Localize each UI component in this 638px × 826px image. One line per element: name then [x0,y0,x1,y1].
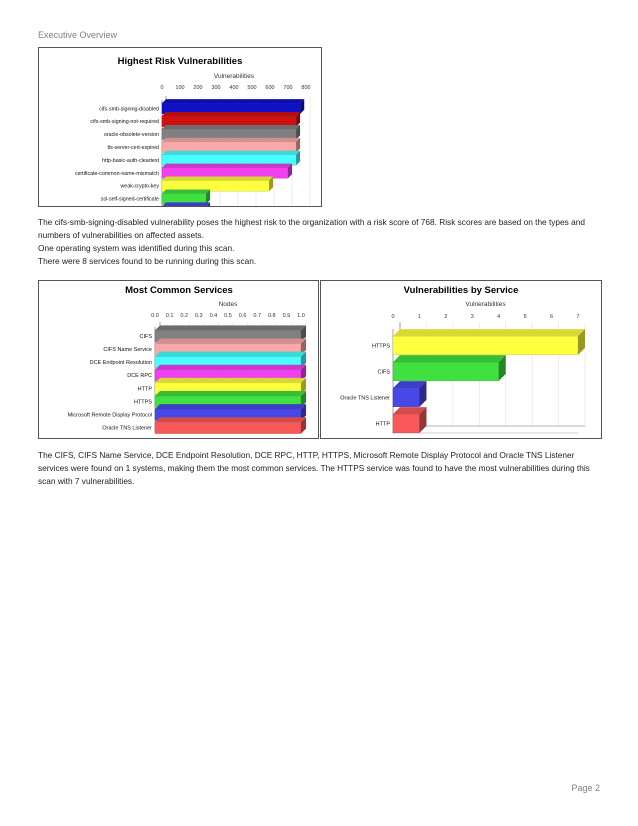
bar [155,422,301,433]
category-label: weak-crypto-key [120,183,159,190]
bar-top [155,352,306,357]
chart-axis-label: Nodes [218,301,238,308]
bar [393,388,419,407]
bar-top [162,138,300,142]
tick-label: 0.0 [151,313,159,319]
most-common-services-chart-svg [39,281,318,438]
tick-label: 0.2 [180,313,189,319]
chart-axis-label: Vulnerabilities [465,301,506,308]
risk-summary-line-1: The cifs-smb-signing-disabled vulnerability poses the highest risk to the organization with a risk score of 768. Risk scores are based on the types and numbers of vulnerabilities on affected assets. [38,217,585,240]
category-label: HTTPS [133,399,152,406]
tick-label: 6 [550,314,554,320]
bar-top [155,404,306,409]
risk-summary-paragraph [38,216,603,268]
category-label: oracle-obsolete-version [103,132,159,139]
page-number: Page 2 [571,783,600,793]
bar-top [155,391,306,396]
tick-label: 1 [417,314,421,320]
bar-top [162,202,210,206]
vulnerabilities-by-service-chart [320,280,602,439]
tick-label: 400 [229,85,239,91]
tick-label: 0.1 [165,313,174,319]
category-label: Microsoft Remote Display Protocol [67,412,152,419]
tick-label: 100 [175,85,185,91]
tick-label: 800 [301,85,311,91]
category-label: HTTP [137,386,152,393]
category-label: DCE Endpoint Resolution [89,360,152,367]
bar-top [393,355,506,362]
services-summary-paragraph [38,449,603,488]
bar-top [162,112,300,116]
chart-title: Most Common Services [125,285,233,296]
chart-axis-label: Vulnerabilities [213,73,255,80]
tick-label: 5 [523,314,527,320]
bar-top [155,417,306,422]
chart-title: Highest Risk Vulnerabilities [117,56,243,67]
bar-top [162,177,273,181]
tick-label: 500 [247,85,257,91]
tick-label: 0.7 [253,313,262,319]
tick-label: 1.0 [297,313,305,319]
category-label: DCE RPC [127,373,152,380]
bar-top [155,365,306,370]
vulnerabilities-by-service-chart-svg [321,281,601,438]
most-common-services-chart [38,280,319,439]
tick-label: 7 [576,314,580,320]
bar-top [162,99,304,103]
category-label: cifs-smb-signing-disabled [99,106,159,113]
highest-risk-chart-svg [39,48,321,206]
chart-title: Vulnerabilities by Service [403,285,519,296]
category-label: certificate-common-name-mismatch [74,170,159,177]
highest-risk-chart [38,47,322,207]
risk-summary-line-3: There were 8 services found to be running during this scan. [38,256,257,266]
tick-label: 200 [193,85,203,91]
tick-label: 0 [160,85,164,91]
category-label: HTTP [375,421,390,428]
tick-label: 0.3 [194,313,203,319]
category-label: HTTPS [371,343,390,350]
tick-label: 300 [211,85,221,91]
tick-label: 3 [470,314,474,320]
tick-label: 2 [444,314,448,320]
category-label: CIFS [377,369,390,376]
risk-summary-line-2: One operating system was identified during this scan. [38,243,235,253]
bar [393,362,499,381]
category-label: Oracle TNS Listener [102,425,152,432]
tick-label: 700 [283,85,293,91]
category-label: Oracle TNS Listener [340,395,390,402]
bar-top [162,164,292,168]
bar-top [162,125,300,129]
tick-label: 600 [265,85,275,91]
tick-label: 0.4 [209,313,218,319]
tick-label: 0.5 [224,313,232,319]
bar-top [155,339,306,344]
category-label: tls-server-cert-expired [107,144,159,151]
tick-label: 0.6 [238,313,247,319]
services-summary-text: The CIFS, CIFS Name Service, DCE Endpoint Resolution, DCE RPC, HTTP, HTTPS, Microsoft Remote Display Protocol and Oracle TNS Listener services were found on 1 systems, making them the most common services. The HTTPS service was found to have the most vulnerabilities during this scan with 7 vulnerabilities. [38,450,590,486]
category-label: CIFS Name Service [103,346,152,353]
bar-top [162,189,210,193]
tick-label: 4 [497,314,501,320]
bar [393,336,578,355]
category-label: cifs-smb-signing-not-required [90,119,159,126]
tick-label: 0.9 [282,313,291,319]
bar-top [393,329,585,336]
category-label: ssl-self-signed-certificate [100,196,159,203]
bar-top [155,325,306,330]
category-label: CIFS [139,333,152,340]
bar-top [155,378,306,383]
bar-top [162,151,300,155]
bar [393,414,419,433]
page-header: Executive Overview [38,30,118,40]
tick-label: 0 [391,314,395,320]
category-label: http-basic-auth-cleartext [102,157,159,164]
tick-label: 0.8 [267,313,276,319]
